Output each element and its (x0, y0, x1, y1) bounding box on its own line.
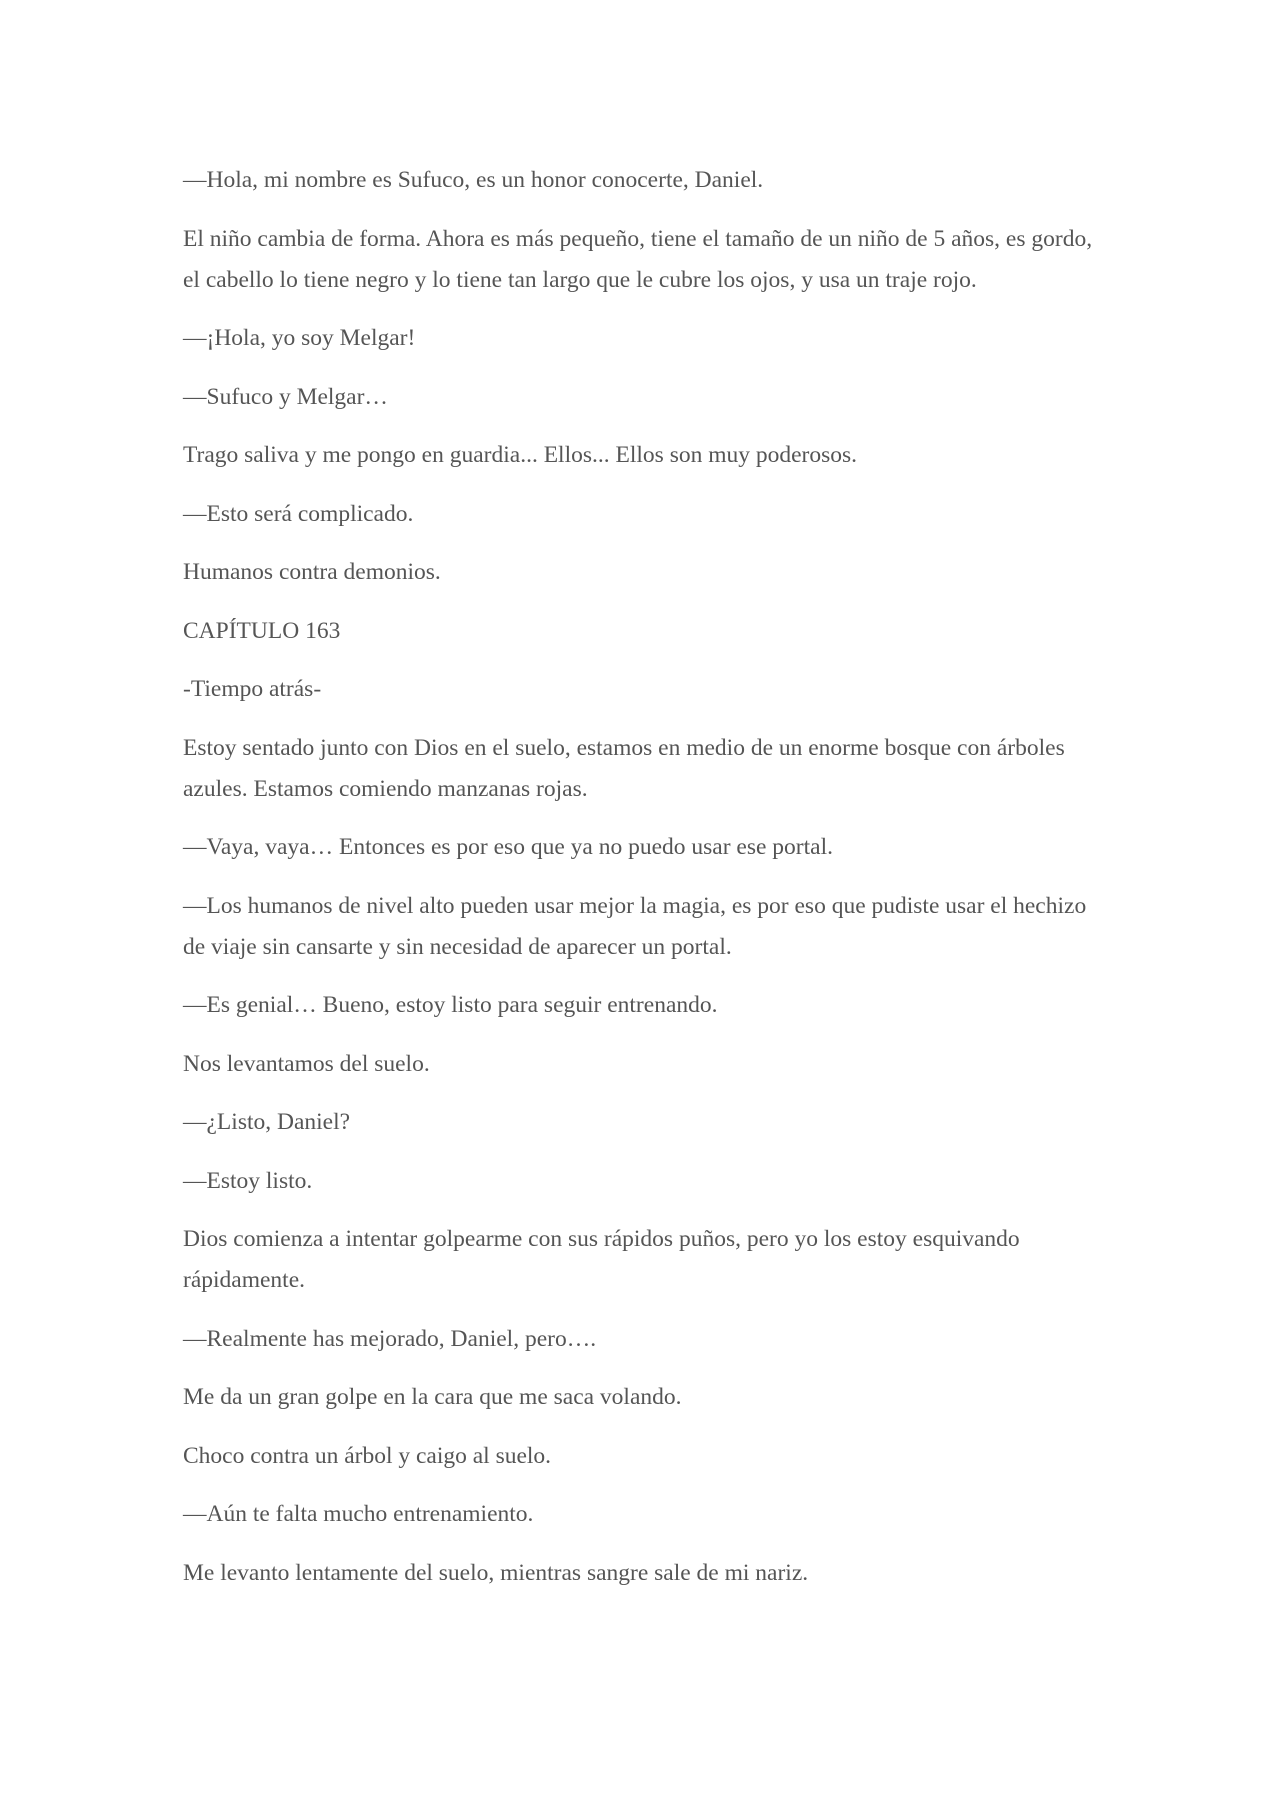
paragraph-dialogue-names: —Sufuco y Melgar… (183, 383, 388, 410)
document-body (183, 160, 1098, 1611)
paragraph-dialogue-improved: —Realmente has mejorado, Daniel, pero…. (183, 1325, 597, 1352)
paragraph-humans-vs-demons: Humanos contra demonios. (183, 559, 441, 585)
paragraph-dialogue-magic: —Los humanos de nivel alto pueden usar mejor la magia, es por eso que pudiste usar el hechizo de viaje sin cansarte y sin necesidad de aparecer un portal. (183, 892, 1087, 960)
paragraph-dialogue-melgar: —¡Hola, yo soy Melgar! (183, 325, 416, 351)
paragraph-dialogue-more-training: —Aún te falta mucho entrenamiento. (183, 1501, 534, 1527)
paragraph-time-marker: -Tiempo atrás- (183, 676, 322, 702)
paragraph-dialogue-complicated: —Esto será complicado. (183, 500, 414, 527)
paragraph-tree: Choco contra un árbol y caigo al suelo. (183, 1442, 552, 1469)
paragraph-dialogue-ready: —Estoy listo. (183, 1167, 313, 1194)
paragraph-guard: Trago saliva y me pongo en guardia... Ellos... Ellos son muy poderosos. (183, 442, 858, 468)
paragraph-forest: Estoy sentado junto con Dios en el suelo, estamos en medio de un enorme bosque con árboles azules. Estamos comiendo manzanas rojas. (183, 734, 1065, 802)
paragraph-dialogue-sufuco: —Hola, mi nombre es Sufuco, es un honor conocerte, Daniel. (183, 167, 764, 193)
paragraph-punch: Me da un gran golpe en la cara que me saca volando. (183, 1384, 682, 1410)
paragraph-dialogue-portal: —Vaya, vaya… Entonces es por eso que ya no puedo usar ese portal. (183, 834, 833, 860)
paragraph-stand-up: Nos levantamos del suelo. (183, 1050, 430, 1077)
paragraph-dialogue-ready-question: —¿Listo, Daniel? (183, 1109, 351, 1135)
paragraph-transformation: El niño cambia de forma. Ahora es más pequeño, tiene el tamaño de un niño de 5 años, es gordo, el cabello lo tiene negro y lo tiene tan largo que le cubre los ojos, y usa un traje rojo. (183, 225, 1093, 293)
paragraph-dialogue-training: —Es genial… Bueno, estoy listo para seguir entrenando. (183, 992, 718, 1018)
paragraph-fight: Dios comienza a intentar golpearme con sus rápidos puños, pero yo los estoy esquivando rápidamente. (183, 1226, 1020, 1293)
paragraph-nosebleed: Me levanto lentamente del suelo, mientras sangre sale de mi nariz. (183, 1559, 809, 1586)
chapter-heading: CAPÍTULO 163 (183, 617, 341, 644)
